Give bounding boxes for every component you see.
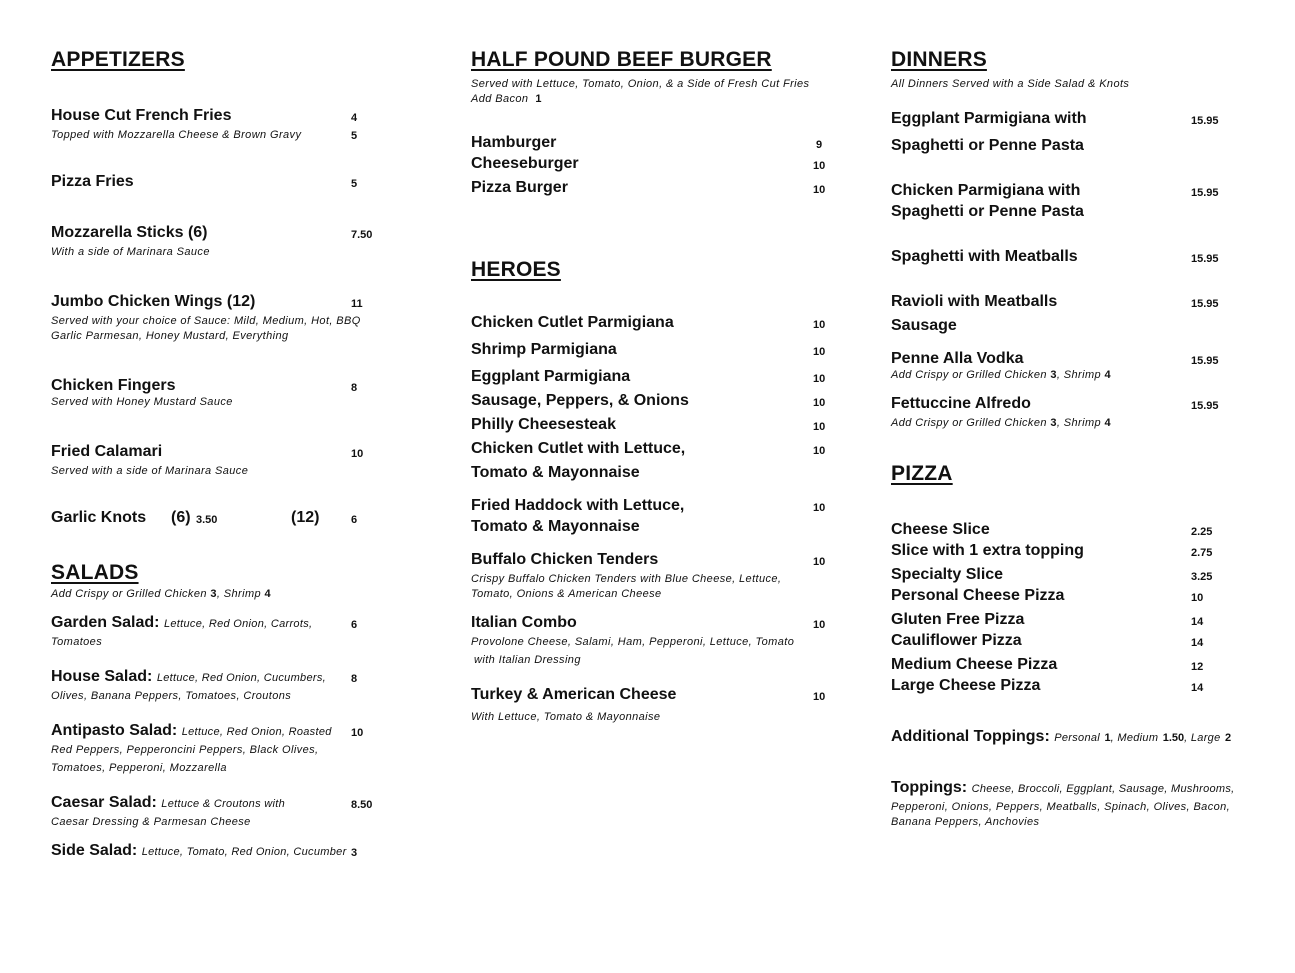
menu-item-name: Pizza Burger	[471, 179, 568, 196]
menu-item-desc: Caesar Dressing & Parmesan Cheese	[51, 816, 251, 828]
menu-item-price: 12	[1191, 661, 1204, 673]
menu-item-price: 10	[813, 160, 826, 172]
menu-item-price: 10	[351, 448, 364, 460]
menu-item: Side Salad: Lettuce, Tomato, Red Onion, Cucumber	[51, 842, 347, 859]
menu-item-price: 2.25	[1191, 526, 1213, 538]
menu-item-price: 15.95	[1191, 298, 1219, 310]
menu-item-price: 10	[813, 373, 826, 385]
menu-item-name: Spaghetti or Penne Pasta	[891, 137, 1084, 154]
menu-item-name: Penne Alla Vodka	[891, 350, 1024, 367]
menu-item-name: Chicken Cutlet with Lettuce,	[471, 440, 686, 457]
menu-item-desc: Topped with Mozzarella Cheese & Brown Gravy	[51, 129, 302, 141]
dinners-addon: Add Crispy or Grilled Chicken 3, Shrimp 4	[891, 369, 1112, 381]
menu-item-name: Fettuccine Alfredo	[891, 395, 1031, 412]
burgers-bacon: Add Bacon 1	[471, 93, 542, 105]
menu-item-name: Fried Calamari	[51, 443, 163, 460]
menu-item-name: Eggplant Parmigiana	[471, 368, 631, 385]
menu-item-name: Spaghetti with Meatballs	[891, 248, 1078, 265]
menu-item: Antipasto Salad: Lettuce, Red Onion, Roasted	[51, 722, 332, 739]
menu-item-desc: Tomatoes, Pepperoni, Mozzarella	[51, 762, 227, 774]
menu-item-name: Cauliflower Pizza	[891, 632, 1022, 649]
menu-item-name: Pizza Fries	[51, 173, 134, 190]
knots-twelve-label: (12)	[291, 509, 320, 526]
menu-item-price: 9	[816, 139, 823, 151]
menu-item-price: 2.75	[1191, 547, 1213, 559]
menu-item-name: Mozzarella Sticks (6)	[51, 224, 208, 241]
menu-item-name: Chicken Cutlet Parmigiana	[471, 314, 674, 331]
menu-item-name: Turkey & American Cheese	[471, 686, 677, 703]
menu-item-desc: Served with Honey Mustard Sauce	[51, 396, 233, 408]
menu-item-price: 11	[351, 298, 363, 310]
menu-item-price: 10	[813, 346, 826, 358]
menu-item-price: 6	[351, 514, 358, 526]
burgers-desc: Served with Lettuce, Tomato, Onion, & a Side of Fresh Cut Fries	[471, 78, 810, 90]
menu-item-price: 10	[813, 397, 826, 409]
menu-item-price: 15.95	[1191, 355, 1219, 367]
menu-item: Garden Salad: Lettuce, Red Onion, Carrots,	[51, 614, 313, 631]
menu-item-price: 15.95	[1191, 115, 1219, 127]
menu-item-price: 8	[351, 382, 358, 394]
menu-item-price: 3.25	[1191, 571, 1213, 583]
menu-item-price: 10	[813, 619, 826, 631]
salads-title: SALADS	[51, 561, 139, 584]
salads-addon: Add Crispy or Grilled Chicken 3, Shrimp 4	[51, 588, 272, 600]
menu-item-price: 10	[1191, 592, 1204, 604]
menu-item-name: Specialty Slice	[891, 566, 1004, 583]
heroes-title: HEROES	[471, 258, 561, 281]
menu-item-price: 14	[1191, 637, 1204, 649]
menu-item-price: 4	[351, 112, 358, 124]
menu-item-name: Fried Haddock with Lettuce,	[471, 497, 685, 514]
menu-item-name: House Cut French Fries	[51, 107, 232, 124]
menu-item-desc: Tomatoes	[51, 636, 103, 648]
menu-item-price: 8	[351, 673, 358, 685]
menu-item-price: 14	[1191, 616, 1204, 628]
menu-item-name: Hamburger	[471, 134, 557, 151]
menu-item-desc: with Italian Dressing	[474, 654, 581, 666]
menu-item-desc: Red Peppers, Pepperoncini Peppers, Black Olives,	[51, 744, 319, 756]
menu-item-name: Garlic Knots	[51, 509, 147, 526]
menu-item-name: Chicken Parmigiana with	[891, 182, 1081, 199]
menu-item-name: Buffalo Chicken Tenders	[471, 551, 659, 568]
menu-item-desc: With Lettuce, Tomato & Mayonnaise	[471, 711, 661, 723]
menu-item-price: 10	[813, 445, 826, 457]
menu-item-desc: Served with your choice of Sauce: Mild, Medium, Hot, BBQ	[51, 315, 361, 327]
knots-six-label: (6)	[171, 509, 191, 526]
menu-item-price: 10	[813, 556, 826, 568]
menu-item-price: 10	[813, 319, 826, 331]
menu-item-price: 3	[351, 847, 358, 859]
menu-item-name: Ravioli with Meatballs	[891, 293, 1058, 310]
menu-item-price: 10	[813, 691, 826, 703]
menu-item-name: Spaghetti or Penne Pasta	[891, 203, 1084, 220]
menu-item-price: 7.50	[351, 229, 373, 241]
menu-item-desc: Olives, Banana Peppers, Tomatoes, Croutons	[51, 690, 292, 702]
menu-item-price: 6	[351, 619, 358, 631]
menu-item-desc: Garlic Parmesan, Honey Mustard, Everything	[51, 330, 289, 342]
menu-item-name: Jumbo Chicken Wings (12)	[51, 293, 256, 310]
menu-item-name: Sausage, Peppers, & Onions	[471, 392, 689, 409]
menu-item-desc: Served with a side of Marinara Sauce	[51, 465, 249, 477]
menu-item-name: Cheese Slice	[891, 521, 990, 538]
menu-item-name: Tomato & Mayonnaise	[471, 518, 640, 535]
menu-item-price: 10	[813, 421, 826, 433]
menu-item-price: 15.95	[1191, 400, 1219, 412]
menu-item-name: Slice with 1 extra topping	[891, 542, 1084, 559]
menu-item-desc: Tomato, Onions & American Cheese	[471, 588, 662, 600]
menu-item: House Salad: Lettuce, Red Onion, Cucumbers,	[51, 668, 327, 685]
menu-item-name: Sausage	[891, 317, 957, 334]
menu-item-desc: With a side of Marinara Sauce	[51, 246, 210, 258]
dinners-subtitle: All Dinners Served with a Side Salad & Knots	[891, 78, 1130, 90]
menu-item-name: Medium Cheese Pizza	[891, 656, 1058, 673]
toppings-list: Toppings: Cheese, Broccoli, Eggplant, Sausage, Mushrooms,	[891, 779, 1235, 796]
menu-item-price: 15.95	[1191, 187, 1219, 199]
menu-item-name: Italian Combo	[471, 614, 577, 631]
menu-item-price: 14	[1191, 682, 1204, 694]
menu-item-name: Shrimp Parmigiana	[471, 341, 617, 358]
menu-item-name: Chicken Fingers	[51, 377, 176, 394]
pizza-title: PIZZA	[891, 462, 953, 485]
menu-item-price: 10	[813, 502, 826, 514]
dinners-title: DINNERS	[891, 48, 987, 71]
menu-item-name: Personal Cheese Pizza	[891, 587, 1065, 604]
menu-item-price: 5	[351, 178, 358, 190]
burgers-title: HALF POUND BEEF BURGER	[471, 48, 772, 71]
menu-item-price: 15.95	[1191, 253, 1219, 265]
menu-item-name: Gluten Free Pizza	[891, 611, 1025, 628]
toppings-list-desc: Pepperoni, Onions, Peppers, Meatballs, Spinach, Olives, Bacon,	[891, 801, 1231, 813]
menu-item-name: Large Cheese Pizza	[891, 677, 1041, 694]
menu-item-desc: Provolone Cheese, Salami, Ham, Pepperoni, Lettuce, Tomato	[471, 636, 795, 648]
menu-item-price: 8.50	[351, 799, 373, 811]
menu-item-desc: Crispy Buffalo Chicken Tenders with Blue Cheese, Lettuce,	[471, 573, 782, 585]
additional-toppings: Additional Toppings: Personal 1, Medium 1.50, Large 2	[891, 728, 1232, 745]
menu-item-name: Philly Cheesesteak	[471, 416, 616, 433]
menu-item-price: 10	[813, 184, 826, 196]
appetizers-title: APPETIZERS	[51, 48, 185, 71]
menu-item: Caesar Salad: Lettuce & Croutons with	[51, 794, 285, 811]
menu-item-price: 5	[351, 130, 358, 142]
toppings-list-desc: Banana Peppers, Anchovies	[891, 816, 1040, 828]
menu-item-name: Cheeseburger	[471, 155, 579, 172]
menu-item-price: 3.50	[196, 514, 218, 526]
menu-item-price: 10	[351, 727, 364, 739]
menu-item-name: Tomato & Mayonnaise	[471, 464, 640, 481]
menu-item-name: Eggplant Parmigiana with	[891, 110, 1087, 127]
dinners-addon: Add Crispy or Grilled Chicken 3, Shrimp 4	[891, 417, 1112, 429]
